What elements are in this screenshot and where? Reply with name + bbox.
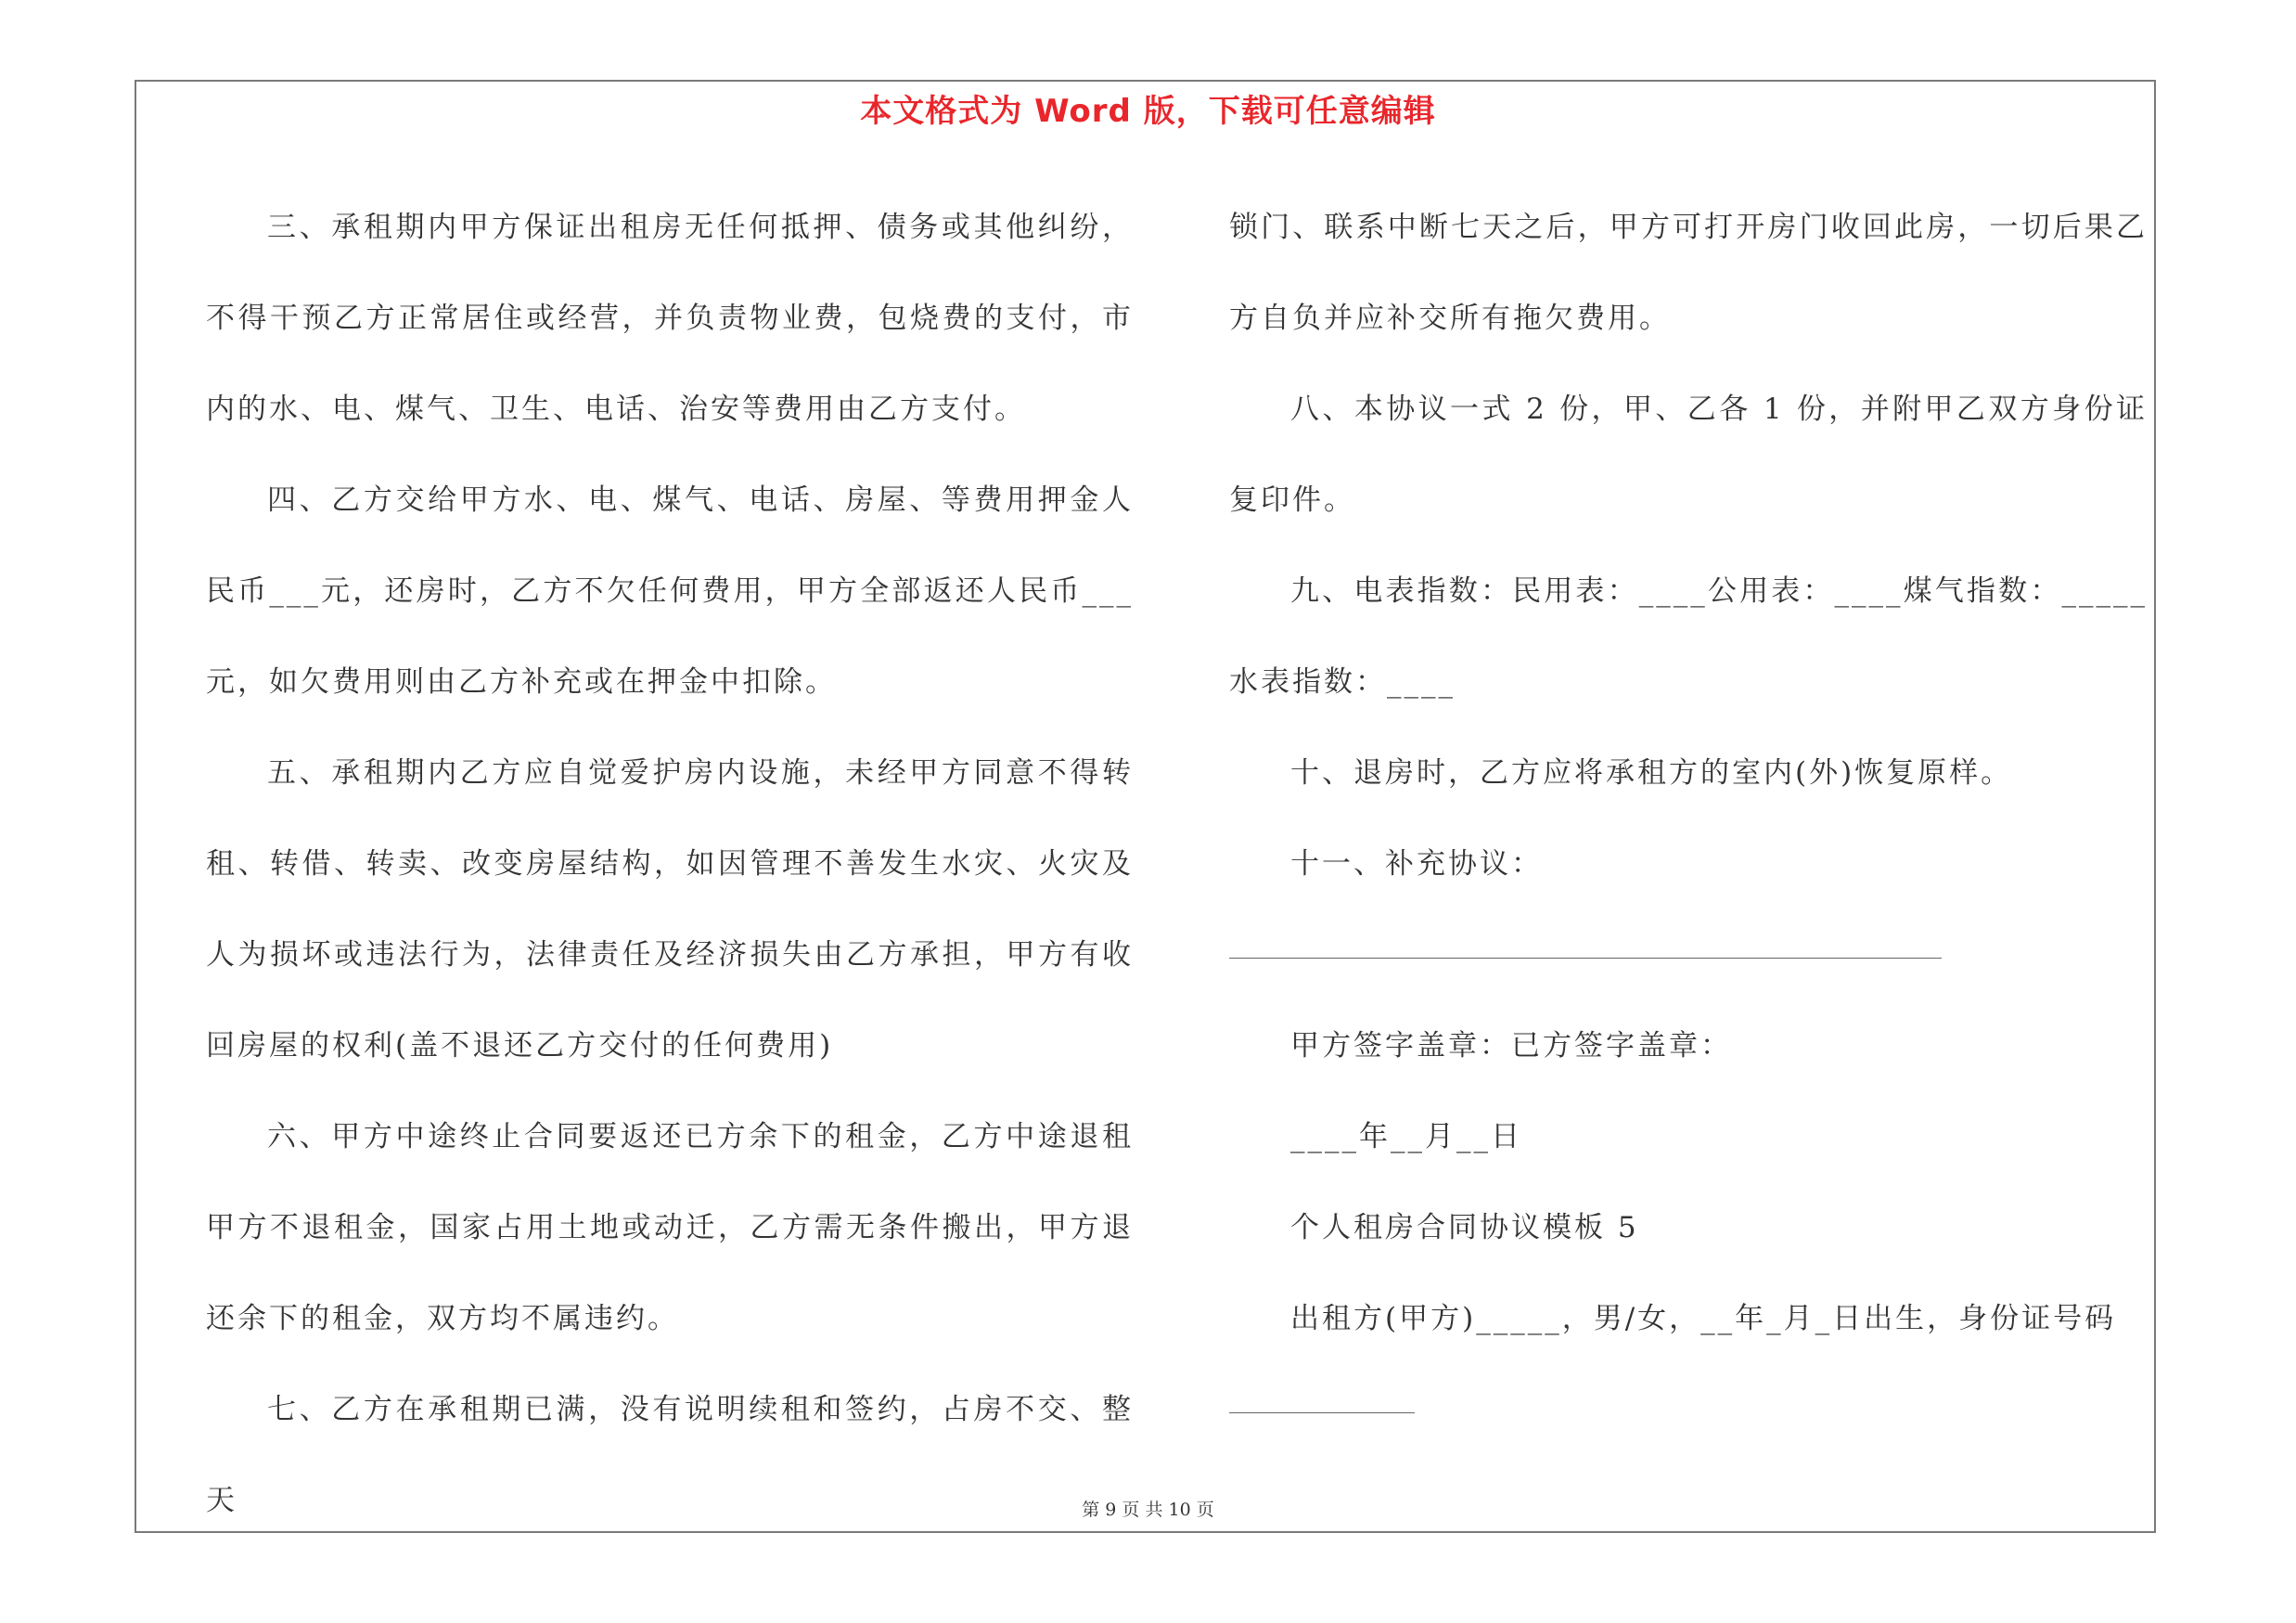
page-number: 第 9 页 共 10 页 xyxy=(1082,1500,1214,1520)
template-heading: 个人租房合同协议模板 5 xyxy=(1290,1211,1639,1244)
date-line: ____年__月__日 xyxy=(1290,1120,1522,1153)
landlord-info-line: 出租方(甲方)_____，男/女，__年_月_日出生，身份证号码 xyxy=(1290,1302,2117,1335)
left-column xyxy=(206,182,1134,1546)
clause-6-paragraph: 六、甲方中途终止合同要返还已方余下的租金，乙方中途退租甲方不退租金，国家占用土地或动迁，乙方需无条件搬出，甲方退还余下的租金，双方均不属违约。 xyxy=(206,1120,1134,1335)
clause-11-paragraph: 十一、补充协议： xyxy=(1290,847,1543,881)
supplement-blank-line xyxy=(1229,909,2148,1000)
clause-7-paragraph: 七、乙方在承租期已满，没有说明续租和签约，占房不交、整天 xyxy=(206,1393,1134,1517)
clause-3-paragraph: 三、承租期内甲方保证出租房无任何抵押、债务或其他纠纷，不得干预乙方正常居住或经营，并负责物业费，包烧费的支付，市内的水、电、煤气、卫生、电话、治安等费用由乙方支付。 xyxy=(206,211,1134,426)
clause-10-paragraph: 十、退房时，乙方应将承租方的室内(外)恢复原样。 xyxy=(1290,756,2013,790)
clause-4-paragraph: 四、乙方交给甲方水、电、煤气、电话、房屋、等费用押金人民币___元，还房时，乙方不欠任何费用，甲方全部返还人民币___元，如欠费用则由乙方补充或在押金中扣除。 xyxy=(206,483,1134,699)
clause-7-continuation: 锁门、联系中断七天之后，甲方可打开房门收回此房，一切后果乙方自负并应补交所有拖欠费用。 xyxy=(1229,211,2148,335)
clause-9-paragraph: 九、电表指数：民用表：____公用表：____煤气指数：_____水表指数：____ xyxy=(1229,574,2148,699)
clause-8-paragraph: 八、本协议一式 2 份，甲、乙各 1 份，并附甲乙双方身份证复印件。 xyxy=(1229,393,2148,517)
right-column xyxy=(1229,182,2148,1455)
signature-line: 甲方签字盖章：已方签字盖章： xyxy=(1290,1029,1732,1063)
clause-5-paragraph: 五、承租期内乙方应自觉爱护房内设施，未经甲方同意不得转租、转借、转卖、改变房屋结构，如因管理不善发生水灾、火灾及人为损坏或违法行为，法律责任及经济损失由乙方承担，甲方有收回房屋的权利(盖不退还乙方交付的任何费用) xyxy=(206,756,1134,1063)
id-number-blank-line xyxy=(1229,1364,2148,1455)
format-banner: 本文格式为 Word 版，下载可任意编辑 xyxy=(860,93,1436,130)
